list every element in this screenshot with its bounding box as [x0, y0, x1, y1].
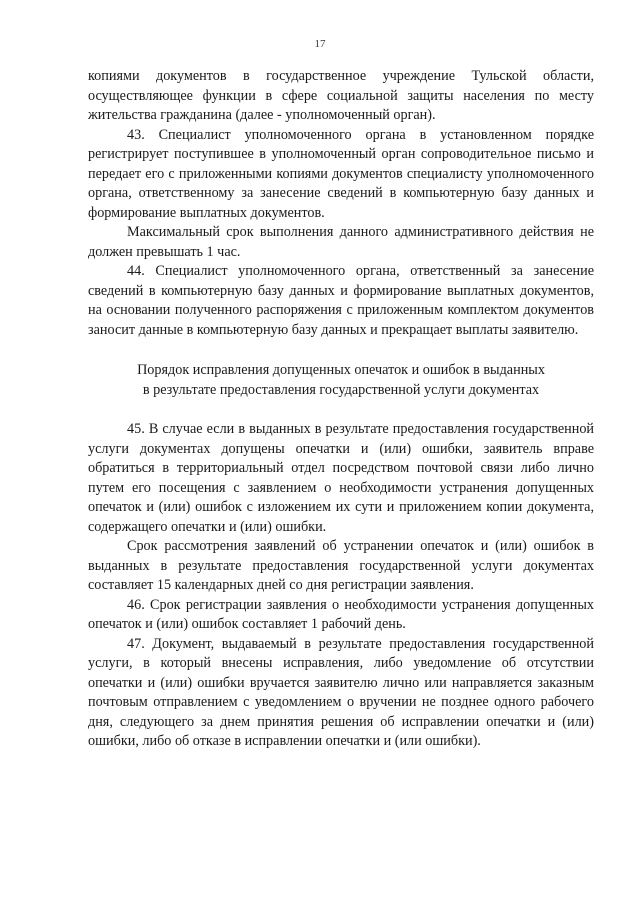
section-heading — [88, 361, 594, 400]
paragraph-45-term: Срок рассмотрения заявлений об устранении опечаток и (или) ошибок в выданных в результате предоставления государственной услуги документах составляет 15 календарных дней со дня регистрации заявления. — [88, 538, 594, 593]
section-heading-line-2: в результате предоставления государственной услуги документах — [142, 381, 540, 398]
paragraph-45: 45. В случае если в выданных в результате предоставления государственной услуги документах допущены опечатки и (или) ошибки, заявитель вправе обратиться в территориальный отдел посредством почтовой связи либо лично путем его посещения с заявлением о необходимости устранения допущенных опечаток и (или) ошибок с изложением их сути и приложением копии документа, содержащего опечатки и (или) ошибки. — [88, 421, 594, 535]
document-body — [88, 67, 594, 752]
page-number: 17 — [314, 38, 326, 50]
section-heading-line-1: Порядок исправления допущенных опечаток и ошибок в выданных — [137, 362, 545, 378]
paragraph-47: 47. Документ, выдаваемый в результате предоставления государственной услуги, в который внесены исправления, либо уведомление об отсутствии опечатки и (или) ошибки вручается заявителю лично или направляется заказным почтовым отправлением с уведомлением о вручении не позднее одного рабочего дня, следующего за днем принятия решения об исправлении опечатки и (или) ошибки, либо об отказе в исправлении опечатки и (или ошибки). — [88, 635, 594, 749]
paragraph-continuation: копиями документов в государственное учреждение Тульской области, осуществляющее функции в сфере социальной защиты населения по месту жительства гражданина (далее - уполномоченный орган). — [88, 68, 594, 123]
paragraph-43: 43. Специалист уполномоченного органа в установленном порядке регистрирует поступившее в уполномоченный орган сопроводительное письмо и передает его с приложенными копиями документов специалисту уполномоченного органа, ответственному за занесение сведений в компьютерную базу данных и формирование выплатных документов. — [88, 126, 594, 221]
paragraph-43-max-time: Максимальный срок выполнения данного административного действия не должен превышать 1 час. — [88, 224, 594, 260]
paragraph-44: 44. Специалист уполномоченного органа, ответственный за занесение сведений в компьютерную базу данных и формирование выплатных документов, на основании полученного распоряжения с приложенным комплектом документов заносит данные в компьютерную базу данных и прекращает выплаты заявителю. — [88, 263, 594, 338]
paragraph-46: 46. Срок регистрации заявления о необходимости устранения допущенных опечаток и (или) ошибок составляет 1 рабочий день. — [88, 596, 594, 632]
